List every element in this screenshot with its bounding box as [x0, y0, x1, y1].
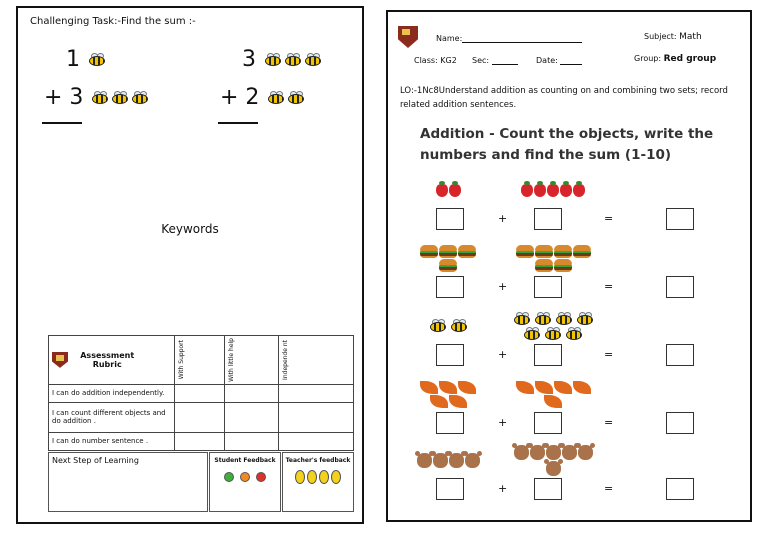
smiley-icon[interactable]: [295, 470, 305, 484]
teddy-bear-icon: [562, 445, 577, 460]
bee-icon: [522, 327, 542, 341]
burger-icon: [573, 245, 591, 258]
leaf-icon: [439, 381, 457, 394]
happy-face-icon[interactable]: [224, 472, 234, 482]
challenge-title: Challenging Task:-Find the sum :-: [30, 16, 196, 27]
learning-objective: LO:-1Nc8Understand addition as counting on and combining two sets; record related addition sentences.: [400, 86, 728, 110]
object-group-left: [416, 172, 480, 208]
right-count-box[interactable]: [534, 276, 562, 298]
sum-box[interactable]: [666, 344, 694, 366]
strawberry-icon: [534, 184, 546, 197]
bee-icon: [130, 91, 150, 105]
leaf-icon: [535, 381, 553, 394]
school-crest-icon: [398, 26, 418, 48]
burger-icon: [535, 245, 553, 258]
leaf-icon: [430, 395, 448, 408]
burger-icon: [554, 245, 572, 258]
bee-icon: [575, 312, 595, 326]
teddy-bear-icon: [449, 453, 464, 468]
plus-sign: +: [498, 280, 508, 293]
object-group-left: [416, 308, 480, 344]
student-feedback-box: Student Feedback: [209, 452, 281, 512]
subject-field: Subject: Math: [644, 32, 702, 42]
rubric-row: I can count different objects and do addition .: [49, 403, 175, 433]
bee-group: [87, 47, 107, 72]
plus-sign: +: [498, 482, 508, 495]
smiley-icon[interactable]: [319, 470, 329, 484]
left-count-box[interactable]: [436, 276, 464, 298]
rubric-col-with-support: With Support: [178, 340, 185, 380]
bee-icon: [428, 319, 448, 333]
answer-line: [42, 122, 82, 124]
equals-sign: =: [604, 482, 614, 495]
problem2-top: 3: [242, 48, 323, 72]
equals-sign: =: [604, 348, 614, 361]
assessment-rubric: [48, 335, 354, 451]
next-step-label: Next Step of Learning: [52, 456, 139, 465]
problem2-bottom: + 2: [220, 86, 306, 110]
strawberry-icon: [547, 184, 559, 197]
object-group-right: [508, 376, 598, 412]
bee-group: [90, 85, 150, 110]
left-count-box[interactable]: [436, 208, 464, 230]
bee-icon: [110, 91, 130, 105]
object-group-right: [508, 308, 598, 344]
right-count-box[interactable]: [534, 208, 562, 230]
problem1-bottom: + 3: [44, 86, 150, 110]
strawberry-icon: [449, 184, 461, 197]
leaf-icon: [554, 381, 572, 394]
object-group-left: [416, 240, 480, 276]
answer-line: [218, 122, 258, 124]
name-field[interactable]: Name:: [436, 34, 582, 43]
leaf-icon: [516, 381, 534, 394]
strawberry-icon: [573, 184, 585, 197]
sad-face-icon[interactable]: [256, 472, 266, 482]
object-group-right: [508, 172, 598, 208]
sec-field[interactable]: Sec:: [472, 56, 518, 65]
teddy-bear-icon: [465, 453, 480, 468]
leaf-icon: [573, 381, 591, 394]
bee-icon: [564, 327, 584, 341]
school-crest-icon: [52, 352, 68, 368]
leaf-icon: [449, 395, 467, 408]
teddy-bear-icon: [530, 445, 545, 460]
equals-sign: =: [604, 416, 614, 429]
bee-icon: [512, 312, 532, 326]
bee-icon: [554, 312, 574, 326]
bee-group: [263, 47, 323, 72]
teacher-feedback-box: Teacher's feedback: [282, 452, 354, 512]
burger-icon: [439, 259, 457, 272]
bee-icon: [286, 91, 306, 105]
next-step-box[interactable]: [48, 452, 208, 512]
sum-box[interactable]: [666, 478, 694, 500]
left-count-box[interactable]: [436, 344, 464, 366]
strawberry-icon: [560, 184, 572, 197]
left-count-box[interactable]: [436, 412, 464, 434]
smiley-icon[interactable]: [307, 470, 317, 484]
strawberry-icon: [436, 184, 448, 197]
teddy-bear-icon: [546, 445, 561, 460]
burger-icon: [458, 245, 476, 258]
burger-icon: [554, 259, 572, 272]
plus-sign: +: [498, 212, 508, 225]
neutral-face-icon[interactable]: [240, 472, 250, 482]
keywords-heading: Keywords: [161, 222, 219, 236]
bee-icon: [303, 53, 323, 67]
right-count-box[interactable]: [534, 344, 562, 366]
bee-group: [266, 85, 306, 110]
challenge-worksheet: [16, 6, 364, 524]
equals-sign: =: [604, 212, 614, 225]
bee-icon: [266, 91, 286, 105]
bee-icon: [533, 312, 553, 326]
teddy-bear-icon: [433, 453, 448, 468]
leaf-icon: [544, 395, 562, 408]
bee-icon: [87, 53, 107, 67]
rubric-row: I can do number sentence .: [49, 432, 175, 450]
teddy-bear-icon: [546, 461, 561, 476]
bee-icon: [449, 319, 469, 333]
bee-icon: [543, 327, 563, 341]
rubric-col-independent: Independe nt: [282, 339, 289, 380]
teddy-bear-icon: [417, 453, 432, 468]
class-field: Class: KG2: [414, 56, 457, 65]
rubric-row: I can do addition independently.: [49, 384, 175, 402]
rubric-col-little-help: With little help: [228, 338, 235, 382]
rubric-title-cell: Assessment Rubric: [49, 336, 175, 385]
burger-icon: [420, 245, 438, 258]
burger-icon: [535, 259, 553, 272]
object-group-right: [508, 442, 598, 478]
sum-box[interactable]: [666, 208, 694, 230]
group-field: Group: Red group: [634, 54, 717, 64]
plus-sign: +: [498, 416, 508, 429]
date-field[interactable]: Date:: [536, 56, 582, 65]
right-count-box[interactable]: [534, 478, 562, 500]
worksheet-title: Addition - Count the objects, write the numbers and find the sum (1-10): [420, 126, 714, 163]
bee-icon: [283, 53, 303, 67]
burger-icon: [439, 245, 457, 258]
plus-sign: +: [498, 348, 508, 361]
sum-box[interactable]: [666, 412, 694, 434]
addition-worksheet: [386, 10, 752, 522]
bee-icon: [263, 53, 283, 67]
right-count-box[interactable]: [534, 412, 562, 434]
bee-icon: [90, 91, 110, 105]
sum-box[interactable]: [666, 276, 694, 298]
leaf-icon: [420, 381, 438, 394]
teddy-bear-icon: [514, 445, 529, 460]
equals-sign: =: [604, 280, 614, 293]
problem1-top: 1: [66, 48, 107, 72]
strawberry-icon: [521, 184, 533, 197]
object-group-left: [416, 376, 480, 412]
burger-icon: [516, 245, 534, 258]
teddy-bear-icon: [578, 445, 593, 460]
leaf-icon: [458, 381, 476, 394]
object-group-left: [416, 442, 480, 478]
object-group-right: [508, 240, 598, 276]
left-count-box[interactable]: [436, 478, 464, 500]
smiley-icon[interactable]: [331, 470, 341, 484]
